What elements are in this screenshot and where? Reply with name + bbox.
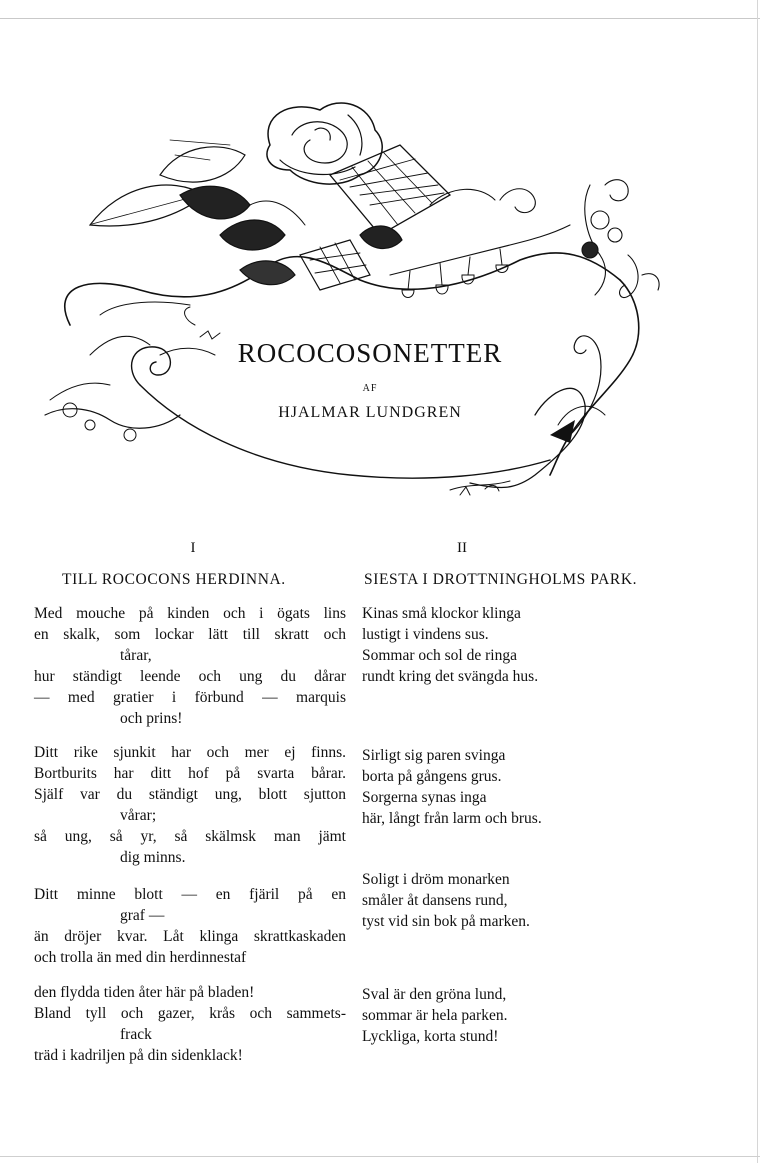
poem-line-continuation: tårar, (120, 647, 152, 664)
poem-column-left (34, 538, 346, 1066)
stanza (34, 603, 346, 729)
stanza (362, 869, 682, 932)
poem-line: än dröjer kvar. Låt klinga skrattkaskaden (34, 928, 346, 945)
page-edge-right (757, 0, 758, 1163)
poem-line-continuation: och prins! (120, 710, 183, 727)
poem-line: så ung, så yr, så skälmsk man jämt (34, 828, 346, 845)
poem-line: Med mouche på kinden och i ögats lins (34, 605, 346, 622)
page-edge-bottom (0, 1156, 760, 1157)
poem-line: en skalk, som lockar lätt till skratt och (34, 626, 346, 643)
scroll-curl-right (550, 280, 639, 475)
poem-line: Kinas små klockor klinga (362, 605, 521, 622)
poem-line: Ditt rike sjunkit har och mer ej finns. (34, 744, 346, 761)
poem-line: hur ständigt leende och ung du dårar (34, 668, 346, 685)
poem-line: sommar är hela parken. (362, 1007, 508, 1024)
poem-line: Lyckliga, korta stund! (362, 1028, 499, 1045)
scroll-frame-top (65, 253, 620, 325)
poem-line-continuation: vårar; (120, 807, 157, 824)
poem-line-continuation: frack (120, 1026, 152, 1043)
poem-line: Sirligt sig paren svinga (362, 747, 506, 764)
stanza (362, 603, 682, 687)
poem-line: lustigt i vindens sus. (362, 626, 489, 643)
byline-af: AF (362, 383, 378, 394)
poem-numeral: II (457, 540, 467, 556)
poem-line: Soligt i dröm monarken (362, 871, 510, 888)
title-block (180, 338, 560, 422)
poem-line: tyst vid sin bok på marken. (362, 913, 530, 930)
stanza (362, 984, 682, 1047)
page-title: ROCOCOSONETTER (237, 338, 503, 368)
poem-line: här, långt från larm och brus. (362, 810, 542, 827)
poem-column-right (362, 538, 682, 1047)
rose (267, 103, 382, 184)
author-name: HJALMAR LUNDGREN (278, 404, 462, 421)
poem-title: SIESTA I DROTTNINGHOLMS PARK. (364, 571, 638, 588)
poem-line: borta på gångens grus. (362, 768, 502, 785)
poem-line: rundt kring det svängda hus. (362, 668, 539, 685)
poem-line: småler åt dansens rund, (362, 892, 508, 909)
poem-line: träd i kadriljen på din sidenklack! (34, 1047, 243, 1064)
rose-leaves (90, 140, 402, 285)
rose-rococo-illustration (30, 85, 730, 515)
poem-title: TILL ROCOCONS HERDINNA. (62, 571, 286, 588)
poem-line: Bland tyll och gazer, krås och sammets- (34, 1005, 346, 1022)
poem-line: Bortburits har ditt hof på svarta bårar. (34, 765, 346, 782)
stanza (34, 884, 346, 968)
poem-line: Själf var du ständigt ung, blott sjutton (34, 786, 346, 803)
poem-numeral: I (190, 540, 196, 556)
bellflowers (390, 225, 570, 298)
right-flower-cluster (430, 180, 659, 298)
poem-line: och trolla än med din herdinnestaf (34, 949, 247, 966)
poem-line: den flydda tiden åter här på bladen! (34, 984, 255, 1001)
poem-line: Sval är den gröna lund, (362, 986, 507, 1003)
stanza (34, 742, 346, 868)
poem-line: — med gratier i förbund — marquis (34, 689, 346, 706)
poem-line: Ditt minne blott — en fjäril på en (34, 886, 346, 903)
page-edge-top (0, 18, 760, 19)
stanza (34, 982, 346, 1066)
poem-line-continuation: graf — (120, 907, 165, 924)
poem-line-continuation: dig minns. (120, 849, 186, 866)
poem-line: Sorgerna synas inga (362, 789, 487, 806)
poem-line: Sommar och sol de ringa (362, 647, 517, 664)
stanza (362, 745, 682, 829)
